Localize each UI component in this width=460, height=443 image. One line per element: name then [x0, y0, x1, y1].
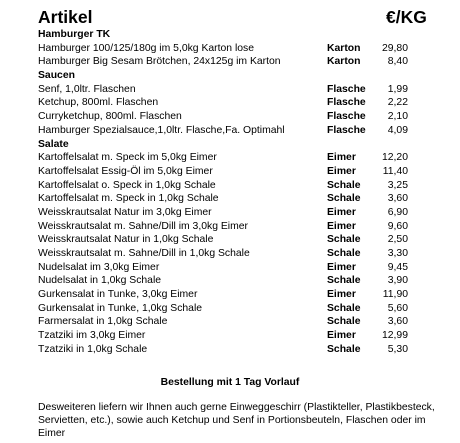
item-packaging: Schale — [327, 248, 361, 259]
item-packaging: Eimer — [327, 330, 356, 342]
item-name: Curryketchup, 800ml. Flaschen — [38, 111, 182, 123]
item-packaging: Schale — [327, 316, 361, 328]
item-price: 3,60 — [387, 316, 408, 328]
item-packaging: Karton — [327, 56, 361, 68]
table-row — [0, 261, 460, 275]
item-packaging: Schale — [327, 343, 361, 355]
item-price: 12,99 — [381, 330, 408, 342]
table-row — [0, 274, 460, 288]
item-price: 9,60 — [387, 220, 408, 232]
item-packaging: Schale — [327, 193, 361, 205]
item-name: Tzatziki in 1,0kg Schale — [38, 343, 148, 355]
item-name: Kartoffelsalat m. Speck im 5,0kg Eimer — [38, 152, 217, 164]
table-row — [0, 302, 460, 316]
table-row — [0, 329, 460, 343]
order-lead-time-note: Bestellung mit 1 Tag Vorlauf — [160, 377, 300, 388]
item-price: 9,45 — [387, 261, 408, 273]
item-packaging: Flasche — [327, 97, 366, 109]
disposables-info-paragraph: Desweiteren liefern wir Ihnen auch gerne Einweggeschirr (Plastikteller, Plastikbesteck, Servietten, etc.), sowie auch Ketchup und Senf in Portionsbeuteln, Flaschen oder im Eimer — [38, 402, 435, 440]
item-price: 11,90 — [382, 289, 408, 301]
item-packaging: Flasche — [327, 83, 366, 95]
item-packaging: Karton — [327, 42, 361, 54]
item-price: 4,09 — [387, 124, 408, 136]
item-name: Hamburger 100/125/180g im 5,0kg Karton lose — [38, 42, 255, 54]
table-row — [0, 83, 460, 97]
item-packaging: Eimer — [327, 289, 356, 301]
item-name: Ketchup, 800ml. Flaschen — [38, 97, 159, 109]
item-price: 3,30 — [387, 248, 408, 259]
item-price: 5,30 — [387, 343, 408, 355]
table-row — [0, 55, 460, 69]
item-packaging: Schale — [327, 179, 361, 191]
table-row — [0, 110, 460, 124]
price-table — [0, 28, 460, 357]
item-name: Weisskrautsalat m. Sahne/Dill im 3,0kg Eimer — [38, 220, 248, 232]
table-row — [0, 288, 460, 302]
item-name: Tzatziki im 3,0kg Eimer — [38, 330, 146, 342]
section-heading-salate — [0, 138, 460, 152]
table-row — [0, 247, 460, 261]
table-row — [0, 343, 460, 357]
item-name: Hamburger Big Sesam Brötchen, 24x125g im Karton — [38, 56, 281, 68]
item-name: Senf, 1,0ltr. Flaschen — [38, 83, 136, 95]
item-packaging: Flasche — [327, 124, 366, 136]
table-row — [0, 151, 460, 165]
table-row — [0, 96, 460, 110]
item-price: 29,80 — [381, 42, 408, 54]
item-packaging: Eimer — [327, 220, 356, 232]
item-price: 3,60 — [387, 193, 408, 205]
item-name: Nudelsalat im 3,0kg Eimer — [38, 261, 160, 273]
item-name: Nudelsalat in 1,0kg Schale — [38, 275, 162, 287]
item-price: 12,20 — [381, 152, 408, 164]
item-name: Gurkensalat in Tunke, 1,0kg Schale — [38, 302, 203, 314]
table-row — [0, 315, 460, 329]
item-price: 2,22 — [387, 97, 408, 109]
item-name: Hamburger Spezialsauce,1,0ltr. Flasche,Fa. Optimahl — [38, 124, 285, 136]
item-name: Gurkensalat in Tunke, 3,0kg Eimer — [38, 289, 198, 301]
table-row — [0, 233, 460, 247]
table-row — [0, 192, 460, 206]
item-price: 8,40 — [387, 56, 408, 68]
item-price: 1,99 — [387, 83, 408, 95]
item-price: 11,40 — [382, 165, 408, 177]
item-packaging: Eimer — [327, 206, 356, 218]
table-row — [0, 206, 460, 220]
table-row — [0, 220, 460, 234]
table-row — [0, 179, 460, 193]
item-price: 2,50 — [387, 234, 408, 246]
item-name: Kartoffelsalat m. Speck in 1,0kg Schale — [38, 193, 219, 205]
item-packaging: Schale — [327, 302, 361, 314]
column-header-article: Artikel — [38, 7, 93, 27]
item-packaging: Schale — [327, 275, 361, 287]
section-heading-hamburger-tk — [0, 28, 460, 42]
item-packaging: Eimer — [327, 165, 356, 177]
section-heading-saucen — [0, 69, 460, 83]
item-name: Farmersalat in 1,0kg Schale — [38, 316, 168, 328]
item-name: Weisskrautsalat m. Sahne/Dill in 1,0kg Schale — [38, 248, 250, 259]
item-name: Weisskrautsalat Natur in 1,0kg Schale — [38, 234, 214, 246]
item-price: 2,10 — [387, 111, 408, 123]
item-name: Weisskrautsalat Natur im 3,0kg Eimer — [38, 206, 212, 218]
item-packaging: Schale — [327, 234, 361, 246]
item-packaging: Eimer — [327, 261, 356, 273]
item-packaging: Flasche — [327, 111, 366, 123]
table-row — [0, 124, 460, 138]
item-price: 3,90 — [387, 275, 408, 287]
table-row — [0, 42, 460, 56]
column-header-price-unit: €/KG — [386, 7, 427, 27]
item-price: 5,60 — [387, 302, 408, 314]
item-name: Kartoffelsalat Essig-Öl im 5,0kg Eimer — [38, 165, 213, 177]
item-price: 3,25 — [387, 179, 408, 191]
section-title: Salate — [38, 138, 69, 150]
section-title: Saucen — [38, 70, 75, 82]
item-name: Kartoffelsalat o. Speck in 1,0kg Schale — [38, 179, 216, 191]
table-row — [0, 165, 460, 179]
item-price: 6,90 — [387, 206, 408, 218]
section-title: Hamburger TK — [38, 29, 111, 40]
item-packaging: Eimer — [327, 152, 356, 164]
